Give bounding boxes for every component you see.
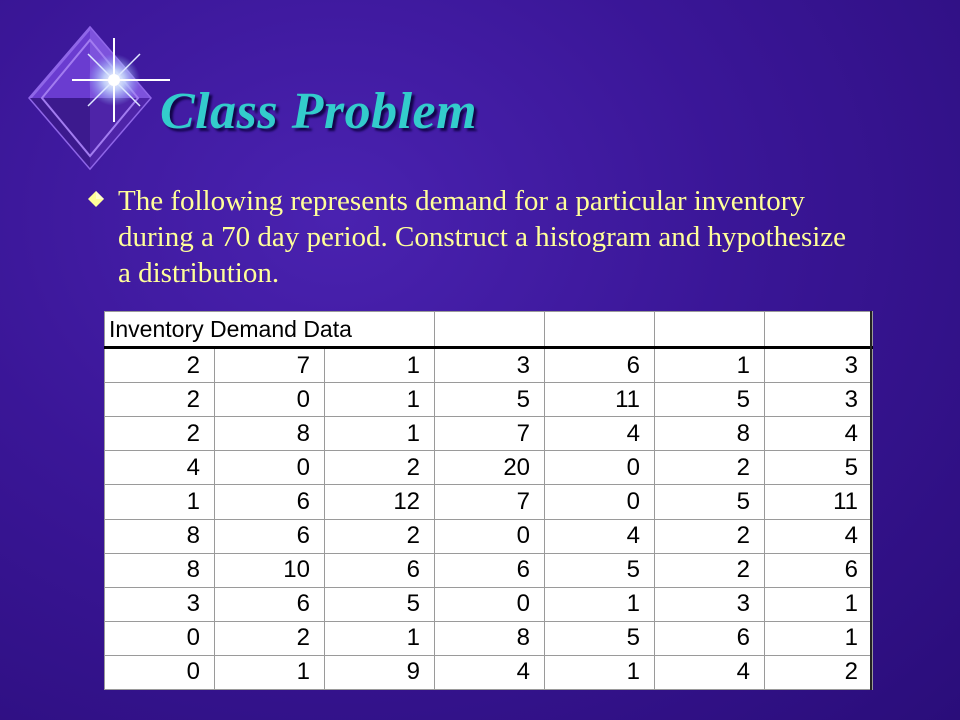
table-row [105,553,873,587]
table-header-blank-cell [545,312,655,348]
table-cell: 0 [215,451,325,485]
table-cell: 1 [105,485,215,519]
table-cell: 0 [545,485,655,519]
table-header: Inventory Demand Data [105,312,435,348]
table-row [105,348,873,383]
table-cell: 2 [655,519,765,553]
table-cell: 5 [545,553,655,587]
bullet-text: The following represents demand for a particular inventory during a 70 day period. Construct a histogram and hypothesize a distribution. [118,185,847,289]
inventory-demand-table [104,311,872,690]
table-header-blank-cell [765,312,873,348]
table-cell: 0 [105,655,215,689]
table-row [105,383,873,417]
table-cell: 2 [105,348,215,383]
table-cell: 1 [325,383,435,417]
table-cell: 7 [435,417,545,451]
table-cell: 0 [545,451,655,485]
table-cell: 5 [655,383,765,417]
table-header-blank-cell [655,312,765,348]
table-cell: 2 [105,383,215,417]
table-cell: 20 [435,451,545,485]
table-cell: 10 [215,553,325,587]
table-row [105,417,873,451]
table-cell: 2 [215,621,325,655]
table-cell: 3 [765,383,873,417]
table-cell: 12 [325,485,435,519]
table-cell: 2 [105,417,215,451]
table-cell: 1 [765,621,873,655]
table-cell: 6 [215,587,325,621]
slide-title: Class Problem [160,83,478,140]
table-cell: 6 [655,621,765,655]
table-cell: 1 [215,655,325,689]
table-cell: 6 [215,519,325,553]
table-cell: 6 [545,348,655,383]
table-cell: 1 [325,417,435,451]
table-cell: 9 [325,655,435,689]
table-cell: 4 [545,519,655,553]
table-cell: 1 [545,587,655,621]
table-cell: 0 [215,383,325,417]
table-cell: 3 [105,587,215,621]
table-cell: 8 [105,553,215,587]
table-cell: 4 [545,417,655,451]
table-row [105,655,873,689]
table-row [105,519,873,553]
table-header-blank-cell [435,312,545,348]
table-cell: 2 [325,519,435,553]
table-row [105,451,873,485]
table-cell: 8 [215,417,325,451]
table-cell: 1 [325,348,435,383]
table-cell: 3 [655,587,765,621]
table-cell: 5 [325,587,435,621]
table-cell: 3 [435,348,545,383]
table-cell: 8 [105,519,215,553]
table-cell: 2 [655,553,765,587]
diamond-sparkle-icon [18,18,178,188]
table-cell: 0 [105,621,215,655]
table-cell: 1 [765,587,873,621]
diamond-bullet-icon [88,183,118,291]
table-cell: 8 [435,621,545,655]
table-header-row [105,312,873,348]
table-cell: 4 [435,655,545,689]
table-cell: 5 [655,485,765,519]
table-cell: 2 [325,451,435,485]
table-cell: 5 [765,451,873,485]
table-cell: 1 [325,621,435,655]
table-row [105,485,873,519]
table-cell: 4 [765,417,873,451]
table-cell: 1 [545,655,655,689]
table-cell: 4 [655,655,765,689]
table-cell: 7 [435,485,545,519]
table-cell: 5 [435,383,545,417]
table-cell: 0 [435,519,545,553]
table-cell: 5 [545,621,655,655]
table-row [105,621,873,655]
table-cell: 3 [765,348,873,383]
table-cell: 4 [765,519,873,553]
bullet-item [88,183,848,291]
table-cell: 6 [435,553,545,587]
table-cell: 8 [655,417,765,451]
table-cell: 6 [765,553,873,587]
table-row [105,587,873,621]
table-right-border [870,311,872,690]
table-cell: 6 [325,553,435,587]
table-cell: 1 [655,348,765,383]
table-cell: 2 [765,655,873,689]
table-cell: 6 [215,485,325,519]
table-cell: 2 [655,451,765,485]
table-cell: 11 [765,485,873,519]
table-cell: 7 [215,348,325,383]
table-cell: 0 [435,587,545,621]
table-cell: 4 [105,451,215,485]
table-cell: 11 [545,383,655,417]
